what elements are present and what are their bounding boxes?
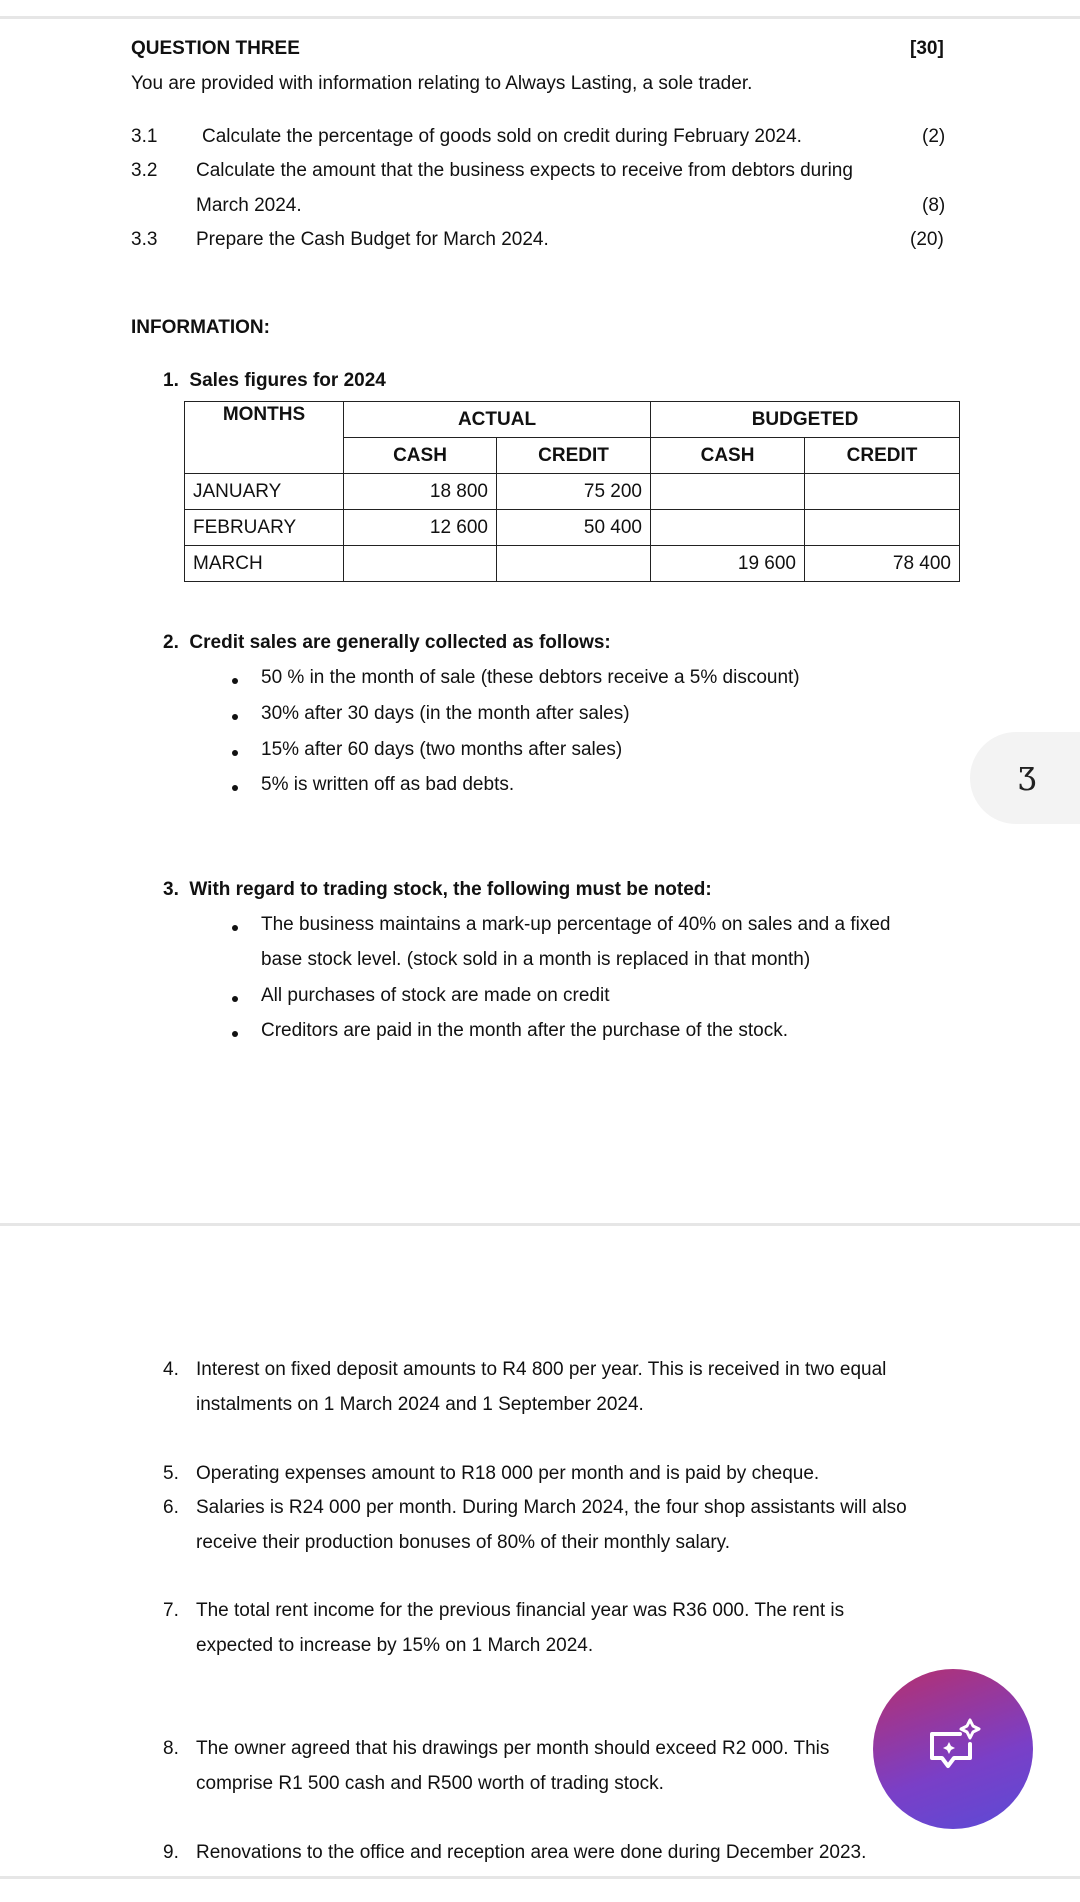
collection-bullet: 15% after 60 days (two months after sales) [261, 739, 623, 760]
sales-table [184, 401, 960, 582]
item-text: The owner agreed that his drawings per month should exceed R2 000. This [196, 1738, 830, 1759]
stock-bullet: Creditors are paid in the month after the purchase of the stock. [261, 1020, 789, 1041]
actual-cash-cell: 18 800 [344, 474, 497, 510]
task-text-continued: March 2024. [196, 195, 302, 216]
stock-bullet: The business maintains a mark-up percentage of 40% on sales and a fixed [261, 914, 891, 935]
item-number: 5. [163, 1463, 179, 1484]
item-number: 9. [163, 1842, 179, 1863]
item-number: 4. [163, 1359, 179, 1380]
actual-cash-cell: 12 600 [344, 510, 497, 546]
ai-chat-sparkle-icon [918, 1714, 988, 1784]
budgeted-cash-cell [651, 510, 805, 546]
header-actual-credit: CREDIT [497, 438, 651, 474]
budgeted-credit-cell: 78 400 [805, 546, 960, 582]
budgeted-credit-cell [805, 510, 960, 546]
top-divider [0, 16, 1080, 19]
item-number: 8. [163, 1738, 179, 1759]
trading-stock-heading: 3. With regard to trading stock, the following must be noted: [163, 879, 712, 900]
budgeted-cash-cell: 19 600 [651, 546, 805, 582]
stock-bullet-continued: base stock level. (stock sold in a month is replaced in that month) [261, 949, 811, 970]
page-break-divider [0, 1223, 1080, 1226]
task-marks: (20) [910, 229, 944, 250]
header-actual: ACTUAL [344, 402, 651, 438]
actual-credit-cell [497, 546, 651, 582]
bullet-icon [232, 750, 238, 756]
task-number: 3.1 [131, 126, 158, 147]
table-header-row [185, 402, 960, 438]
table-row [185, 474, 960, 510]
question-marks: [30] [910, 38, 944, 59]
item-text: Salaries is R24 000 per month. During March 2024, the four shop assistants will also [196, 1497, 907, 1518]
item-number: 6. [163, 1497, 179, 1518]
task-marks: (2) [922, 126, 946, 147]
actual-credit-cell: 50 400 [497, 510, 651, 546]
table-row [185, 510, 960, 546]
information-heading: INFORMATION: [131, 317, 270, 338]
task-text: Calculate the amount that the business expects to receive from debtors during [196, 160, 853, 181]
header-budgeted-cash: CASH [651, 438, 805, 474]
budgeted-credit-cell [805, 474, 960, 510]
page-marker-icon: Ʒ [1018, 760, 1037, 798]
table-row [185, 546, 960, 582]
task-marks: (8) [922, 195, 946, 216]
item-text-continued: instalments on 1 March 2024 and 1 September 2024. [196, 1394, 644, 1415]
credit-collection-heading: 2. Credit sales are generally collected as follows: [163, 632, 611, 653]
bullet-icon [232, 996, 238, 1002]
actual-cash-cell [344, 546, 497, 582]
item-text-continued: expected to increase by 15% on 1 March 2024. [196, 1635, 594, 1656]
task-text: Calculate the percentage of goods sold on credit during February 2024. [202, 126, 802, 147]
question-intro: You are provided with information relating to Always Lasting, a sole trader. [131, 73, 753, 94]
month-cell: FEBRUARY [185, 510, 344, 546]
header-actual-cash: CASH [344, 438, 497, 474]
bullet-icon [232, 785, 238, 791]
bullet-icon [232, 925, 238, 931]
ai-assistant-button[interactable] [873, 1669, 1033, 1829]
bottom-divider [0, 1876, 1080, 1879]
item-text: Operating expenses amount to R18 000 per month and is paid by cheque. [196, 1463, 820, 1484]
item-text-continued: receive their production bonuses of 80% of their monthly salary. [196, 1532, 731, 1553]
stock-bullet: All purchases of stock are made on credit [261, 985, 610, 1006]
side-page-tab[interactable] [970, 732, 1080, 824]
collection-bullet: 30% after 30 days (in the month after sales) [261, 703, 630, 724]
budgeted-cash-cell [651, 474, 805, 510]
bullet-icon [232, 1031, 238, 1037]
actual-credit-cell: 75 200 [497, 474, 651, 510]
header-months: MONTHS [185, 402, 344, 474]
task-number: 3.2 [131, 160, 158, 181]
item-text: Interest on fixed deposit amounts to R4 800 per year. This is received in two equal [196, 1359, 887, 1380]
bullet-icon [232, 678, 238, 684]
item-number: 7. [163, 1600, 179, 1621]
question-title: QUESTION THREE [131, 38, 300, 59]
item-text: The total rent income for the previous financial year was R36 000. The rent is [196, 1600, 845, 1621]
header-budgeted: BUDGETED [651, 402, 960, 438]
collection-bullet: 50 % in the month of sale (these debtors receive a 5% discount) [261, 667, 800, 688]
collection-bullet: 5% is written off as bad debts. [261, 774, 515, 795]
header-budgeted-credit: CREDIT [805, 438, 960, 474]
item-text: Renovations to the office and reception area were done during December 2023. [196, 1842, 867, 1863]
bullet-icon [232, 714, 238, 720]
task-number: 3.3 [131, 229, 158, 250]
task-text: Prepare the Cash Budget for March 2024. [196, 229, 549, 250]
month-cell: MARCH [185, 546, 344, 582]
sales-figures-heading: 1. Sales figures for 2024 [163, 370, 386, 391]
item-text-continued: comprise R1 500 cash and R500 worth of trading stock. [196, 1773, 664, 1794]
month-cell: JANUARY [185, 474, 344, 510]
